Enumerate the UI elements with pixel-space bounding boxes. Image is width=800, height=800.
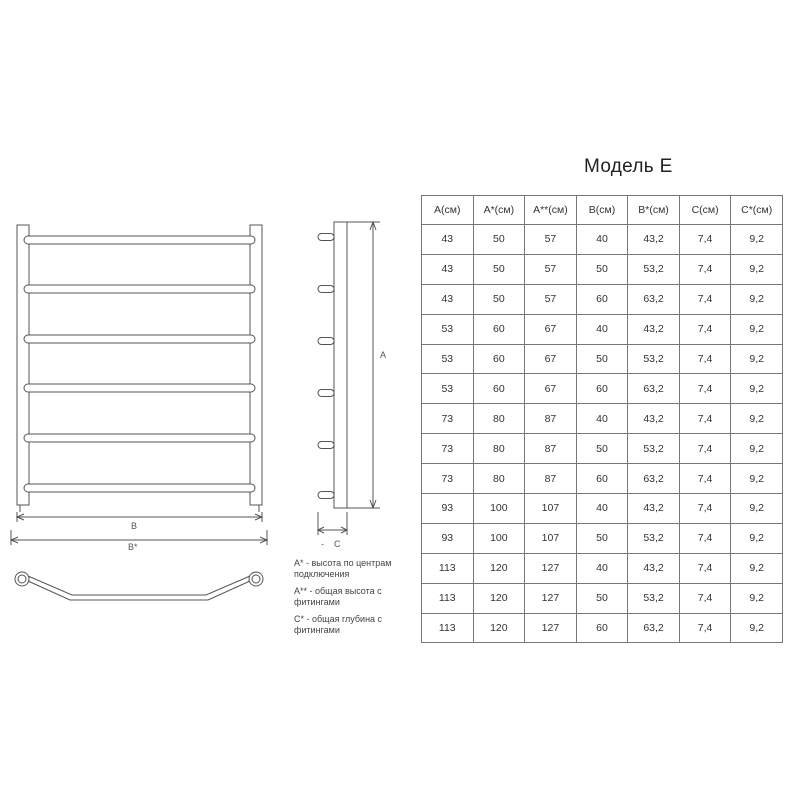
label-b: B <box>131 521 138 531</box>
table-cell: 73 <box>422 434 474 464</box>
table-cell: 60 <box>473 314 525 344</box>
table-cell: 73 <box>422 404 474 434</box>
table-cell: 93 <box>422 523 474 553</box>
table-cell: 127 <box>525 553 577 583</box>
legend-c-star: C* - общая глубина с фитингами <box>294 614 383 635</box>
table-cell: 53,2 <box>628 344 680 374</box>
table-cell: 40 <box>576 225 628 255</box>
table-cell: 50 <box>576 344 628 374</box>
table-cell: 9,2 <box>731 523 783 553</box>
table-cell: 60 <box>576 374 628 404</box>
rung <box>24 236 255 244</box>
table-cell: 100 <box>473 494 525 524</box>
table-cell: 57 <box>525 254 577 284</box>
table-cell: 53,2 <box>628 434 680 464</box>
table-cell: 7,4 <box>679 404 731 434</box>
table-cell: 7,4 <box>679 225 731 255</box>
table-cell: 43 <box>422 254 474 284</box>
table-cell: 53 <box>422 344 474 374</box>
table-cell: 107 <box>525 494 577 524</box>
table-cell: 53 <box>422 314 474 344</box>
table-row <box>422 314 783 344</box>
table-cell: 50 <box>473 225 525 255</box>
table-cell: 63,2 <box>628 464 680 494</box>
label-b-star: B* <box>128 542 138 552</box>
table-cell: 7,4 <box>679 284 731 314</box>
top-view <box>15 572 263 600</box>
side-rung <box>318 442 334 449</box>
table-row <box>422 494 783 524</box>
table-cell: 53,2 <box>628 583 680 613</box>
column-header: B(см) <box>576 196 628 225</box>
table-cell: 93 <box>422 494 474 524</box>
table-cell: 40 <box>576 494 628 524</box>
table-cell: 50 <box>473 284 525 314</box>
table-cell: 100 <box>473 523 525 553</box>
side-view-rungs <box>318 234 334 499</box>
table-cell: 7,4 <box>679 494 731 524</box>
table-cell: 43,2 <box>628 553 680 583</box>
table-cell: 7,4 <box>679 583 731 613</box>
table-row <box>422 613 783 643</box>
table-cell: 9,2 <box>731 434 783 464</box>
table-cell: 7,4 <box>679 613 731 643</box>
table-cell: 7,4 <box>679 464 731 494</box>
table-row <box>422 225 783 255</box>
side-view-post <box>334 222 347 508</box>
table-cell: 53,2 <box>628 254 680 284</box>
table-row <box>422 374 783 404</box>
table-cell: 60 <box>576 613 628 643</box>
table-cell: 67 <box>525 314 577 344</box>
table-header-row <box>422 196 783 225</box>
table-cell: 73 <box>422 464 474 494</box>
table-cell: 53 <box>422 374 474 404</box>
table-cell: 120 <box>473 583 525 613</box>
table-cell: 113 <box>422 583 474 613</box>
table-cell: 9,2 <box>731 314 783 344</box>
column-header: A**(см) <box>525 196 577 225</box>
left-post <box>17 225 29 505</box>
table-cell: 7,4 <box>679 553 731 583</box>
table-cell: 40 <box>576 553 628 583</box>
table-cell: 7,4 <box>679 434 731 464</box>
table-cell: 9,2 <box>731 284 783 314</box>
table-row <box>422 254 783 284</box>
table-cell: 9,2 <box>731 613 783 643</box>
table-cell: 50 <box>576 254 628 284</box>
table-cell: 53,2 <box>628 523 680 553</box>
legend-a-star: A* - высота по центрам подключения <box>294 558 392 579</box>
table-cell: 60 <box>473 374 525 404</box>
table-cell: 7,4 <box>679 344 731 374</box>
rung <box>24 335 255 343</box>
table-cell: 63,2 <box>628 613 680 643</box>
table-cell: 40 <box>576 404 628 434</box>
table-cell: 43,2 <box>628 314 680 344</box>
column-header: B*(см) <box>628 196 680 225</box>
table-cell: 50 <box>473 254 525 284</box>
table-cell: 120 <box>473 553 525 583</box>
side-rung <box>318 286 334 293</box>
rung <box>24 384 255 392</box>
table-cell: 43 <box>422 225 474 255</box>
table-cell: 60 <box>473 344 525 374</box>
table-cell: 9,2 <box>731 404 783 434</box>
table-cell: 43,2 <box>628 404 680 434</box>
table-cell: 113 <box>422 613 474 643</box>
table-cell: 7,4 <box>679 374 731 404</box>
table-cell: 9,2 <box>731 464 783 494</box>
table-cell: 80 <box>473 434 525 464</box>
legend-a-double-star: A** - общая высота с фитингами <box>294 586 382 607</box>
column-header: A(см) <box>422 196 474 225</box>
rung <box>24 434 255 442</box>
label-c: C <box>334 539 341 549</box>
side-rung <box>318 390 334 397</box>
table-cell: 57 <box>525 284 577 314</box>
table-cell: 127 <box>525 583 577 613</box>
table-row <box>422 523 783 553</box>
table-cell: 67 <box>525 344 577 374</box>
model-title: Модель Е <box>584 156 673 177</box>
table-cell: 9,2 <box>731 374 783 404</box>
table-row <box>422 404 783 434</box>
table-cell: 50 <box>576 434 628 464</box>
table-row <box>422 583 783 613</box>
table-cell: 87 <box>525 434 577 464</box>
side-rung <box>318 338 334 345</box>
right-post <box>250 225 262 505</box>
dimension-b-star <box>11 530 267 545</box>
table-cell: 9,2 <box>731 494 783 524</box>
table-cell: 43,2 <box>628 225 680 255</box>
table-cell: 50 <box>576 523 628 553</box>
spec-table <box>421 195 783 643</box>
table-cell: 113 <box>422 553 474 583</box>
table-cell: 107 <box>525 523 577 553</box>
dimension-c <box>318 512 347 535</box>
table-cell: 67 <box>525 374 577 404</box>
table-cell: 40 <box>576 314 628 344</box>
rungs <box>24 236 255 492</box>
table-cell: 60 <box>576 284 628 314</box>
table-cell: 43 <box>422 284 474 314</box>
dimension-a <box>347 222 380 508</box>
table-cell: 120 <box>473 613 525 643</box>
dimension-b <box>17 512 262 522</box>
table-cell: 7,4 <box>679 314 731 344</box>
table-cell: 87 <box>525 404 577 434</box>
table-cell: 9,2 <box>731 344 783 374</box>
table-cell: 63,2 <box>628 374 680 404</box>
table-row <box>422 284 783 314</box>
table-cell: 57 <box>525 225 577 255</box>
rung <box>24 484 255 492</box>
column-header: C*(см) <box>731 196 783 225</box>
table-cell: 63,2 <box>628 284 680 314</box>
table-cell: 127 <box>525 613 577 643</box>
table-row <box>422 434 783 464</box>
table-cell: 60 <box>576 464 628 494</box>
side-rung <box>318 234 334 241</box>
table-cell: 9,2 <box>731 553 783 583</box>
side-rung <box>318 492 334 499</box>
table-cell: 9,2 <box>731 583 783 613</box>
table-cell: 50 <box>576 583 628 613</box>
rung <box>24 285 255 293</box>
table-row <box>422 464 783 494</box>
table-cell: 9,2 <box>731 225 783 255</box>
table-cell: 7,4 <box>679 254 731 284</box>
table-cell: 7,4 <box>679 523 731 553</box>
column-header: A*(см) <box>473 196 525 225</box>
table-cell: 80 <box>473 404 525 434</box>
label-a: A <box>380 350 387 360</box>
table-row <box>422 553 783 583</box>
table-cell: 87 <box>525 464 577 494</box>
table-cell: 80 <box>473 464 525 494</box>
table-cell: 9,2 <box>731 254 783 284</box>
table-cell: 43,2 <box>628 494 680 524</box>
label-c-dash: - <box>321 539 324 549</box>
table-row <box>422 344 783 374</box>
column-header: C(см) <box>679 196 731 225</box>
